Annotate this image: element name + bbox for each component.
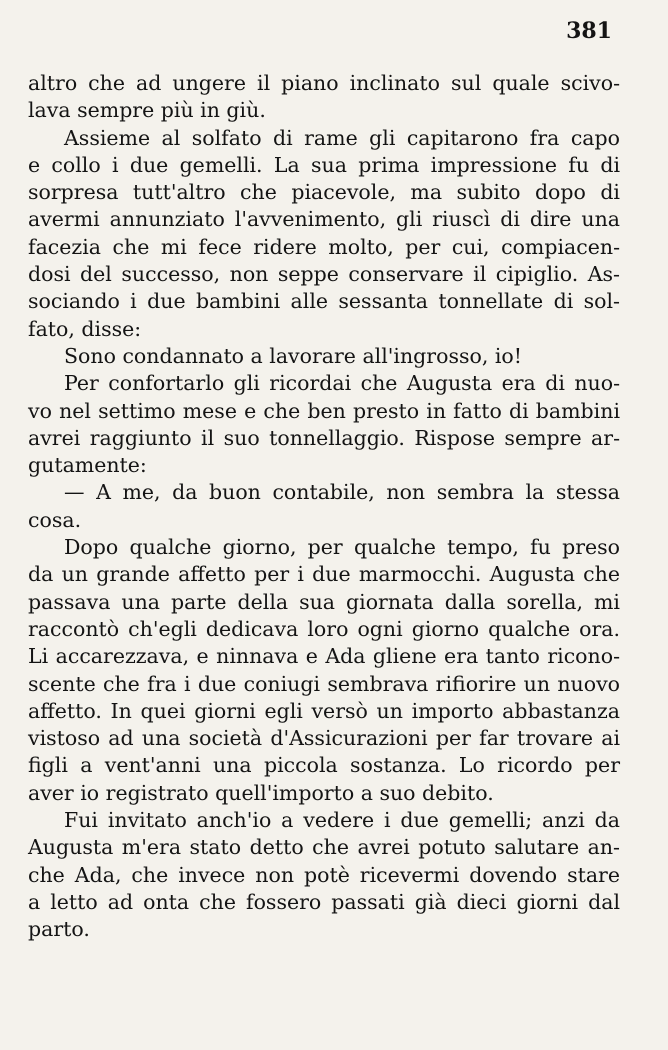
text-line: da un grande affetto per i due marmocchi. Augusta che xyxy=(28,562,620,587)
text-line: che Ada, che invece non potè ricevermi dovendo stare xyxy=(28,862,620,887)
text-line: a letto ad onta che fossero passati già dieci giorni dal xyxy=(28,889,620,914)
text-line: cosa. xyxy=(28,507,82,532)
text-line: parto. xyxy=(28,917,90,942)
text-line: e collo i due gemelli. La sua prima impressione fu di xyxy=(28,152,620,177)
text-line: affetto. In quei giorni egli versò un importo abbastanza xyxy=(28,698,620,723)
text-line: passava una parte della sua giornata dalla sorella, mi xyxy=(28,589,620,614)
text-line: altro che ad ungere il piano inclinato sul quale scivo- xyxy=(28,71,620,95)
text-line: Per confortarlo gli ricordai che Augusta era di nuo- xyxy=(64,371,620,396)
text-line: vo nel settimo mese e che ben presto in fatto di bambini xyxy=(28,398,620,423)
text-line: gutamente: xyxy=(28,453,147,478)
text-line: figli a vent'anni una piccola sostanza. Lo ricordo per xyxy=(28,753,620,778)
text-line: avrei raggiunto il suo tonnellaggio. Rispose sempre ar- xyxy=(28,425,620,450)
text-line: Dopo qualche giorno, per qualche tempo, fu preso xyxy=(64,535,620,560)
text-line: dosi del successo, non seppe conservare il cipiglio. As- xyxy=(28,262,620,287)
text-line: fato, disse: xyxy=(28,316,142,341)
text-line: raccontò ch'egli dedicava loro ogni giorno qualche ora. xyxy=(28,616,620,641)
text-line: Fui invitato anch'io a vedere i due gemelli; anzi da xyxy=(64,808,620,833)
text-line: Augusta m'era stato detto che avrei potuto salutare an- xyxy=(28,835,620,860)
text-line: sorpresa tutt'altro che piacevole, ma subito dopo di xyxy=(28,180,620,205)
text-line: Li accarezzava, e ninnava e Ada gliene era tanto ricono- xyxy=(28,644,620,669)
page-number: 381 xyxy=(566,18,612,44)
text-line: Assieme al solfato di rame gli capitarono fra capo xyxy=(64,125,620,150)
text-line: vistoso ad una società d'Assicurazioni per far trovare ai xyxy=(28,726,620,751)
text-line: — A me, da buon contabile, non sembra la stessa xyxy=(64,480,620,505)
text-line: facezia che mi fece ridere molto, per cui, compiacen- xyxy=(28,234,620,259)
text-line: aver io registrato quell'importo a suo debito. xyxy=(28,780,494,805)
text-line: avermi annunziato l'avvenimento, gli riuscì di dire una xyxy=(28,207,620,232)
body-text xyxy=(28,70,620,944)
text-line: Sono condannato a lavorare all'ingrosso, io! xyxy=(64,343,522,368)
text-line: lava sempre più in giù. xyxy=(28,98,266,123)
text-line: scente che fra i due coniugi sembrava rifiorire un nuovo xyxy=(28,671,620,696)
text-line: sociando i due bambini alle sessanta tonnellate di sol- xyxy=(28,289,620,314)
